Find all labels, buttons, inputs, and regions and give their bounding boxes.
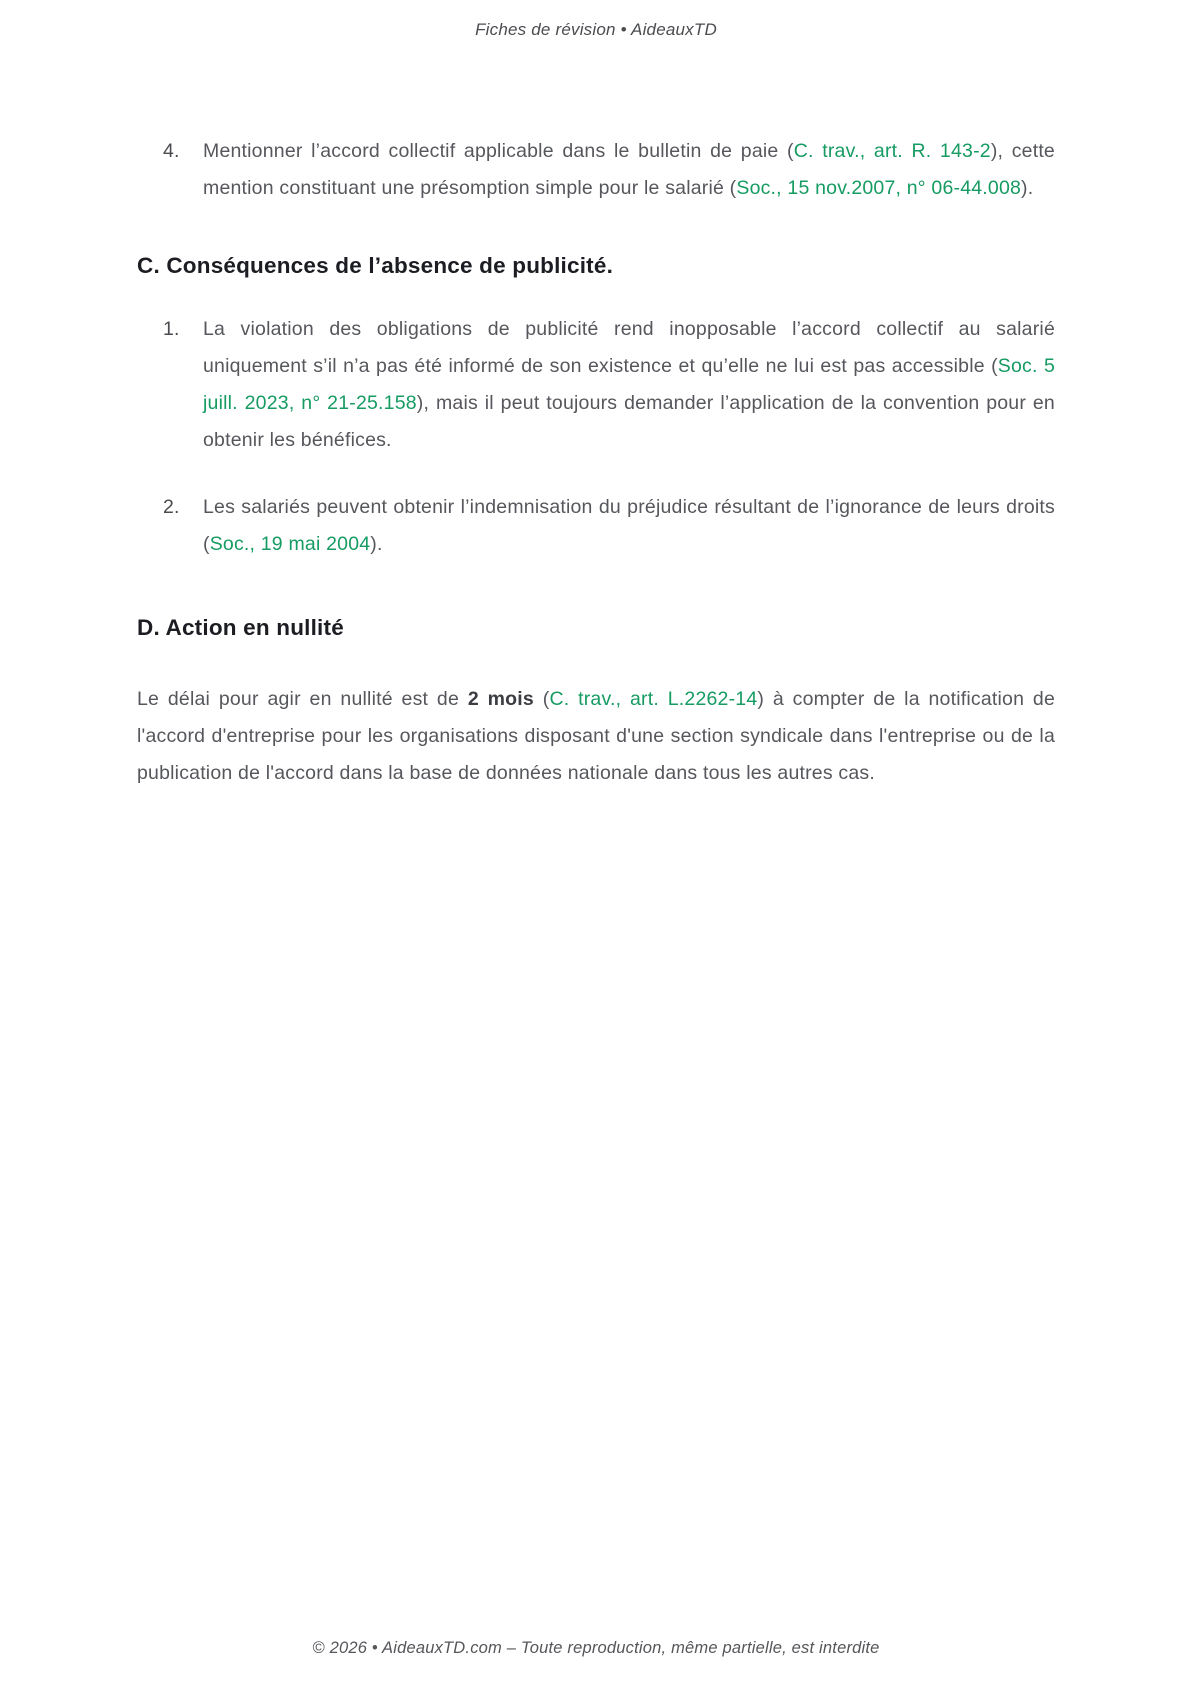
section-heading-c: C. Conséquences de l’absence de publicité.: [137, 253, 614, 278]
list-item-1-number: 1.: [163, 318, 180, 340]
section-d-paragraph: [137, 681, 1055, 792]
list-item-2-text: [203, 496, 1055, 555]
para-d-bold-2-mois: 2 mois: [467, 688, 534, 710]
citation-link-soc-5-juill-2023[interactable]: Soc. 5 juill. 2023, n° 21-25.158: [203, 355, 1055, 414]
citation-link-soc-19-mai-2004[interactable]: Soc., 19 mai 2004: [209, 533, 371, 555]
list-item-1-text: [203, 318, 1055, 451]
page-footer-copyright: © 2026 • AideauxTD.com – Toute reproduction, même partielle, est interdite: [312, 1639, 880, 1657]
para-d-text-segment: ) à compter de la notification de l'accord d'entreprise pour les organisations disposant d'une section syndicale dans l'entreprise ou de la publication de l'accord dans la base de données nationale dans tous les autres cas.: [137, 688, 1056, 784]
list-item-4: [137, 133, 1055, 207]
item4-text-segment: Mentionner l’accord collectif applicable dans le bulletin de paie (: [203, 140, 794, 162]
list-item-4-number: 4.: [163, 140, 180, 162]
list-item-4-text: [203, 140, 1055, 199]
citation-link-c-trav-r143-2[interactable]: C. trav., art. R. 143-2: [793, 140, 991, 162]
citation-link-c-trav-l2262-14[interactable]: C. trav., art. L.2262-14: [549, 688, 758, 710]
item1-text-segment: La violation des obligations de publicité rend inopposable l’accord collectif au salarié uniquement s’il n’a pas été informé de son existence et qu’elle ne lui est pas accessible (: [203, 318, 1055, 377]
list-item-2: [137, 489, 1055, 563]
section-heading-d: D. Action en nullité: [137, 615, 344, 640]
para-d-text-segment: (: [533, 688, 550, 710]
page-header-title: Fiches de révision • AideauxTD: [475, 20, 717, 39]
item2-text-segment: Les salariés peuvent obtenir l’indemnisation du préjudice résultant de l’ignorance de leurs droits (: [203, 496, 1055, 555]
item1-text-segment: ), mais il peut toujours demander l’application de la convention pour en obtenir les bénéfices.: [203, 392, 1055, 451]
document-content: [137, 133, 1055, 792]
para-d-text-segment: Le délai pour agir en nullité est de: [137, 688, 468, 710]
citation-link-soc-15-nov-2007[interactable]: Soc., 15 nov.2007, n° 06-44.008: [736, 177, 1022, 199]
item4-text-segment: ), cette mention constituant une présomption simple pour le salarié (: [203, 140, 1055, 199]
list-item-1: [137, 311, 1055, 459]
item2-text-segment: ).: [370, 533, 383, 555]
list-item-2-number: 2.: [163, 496, 180, 518]
item4-text-segment: ).: [1021, 177, 1034, 199]
